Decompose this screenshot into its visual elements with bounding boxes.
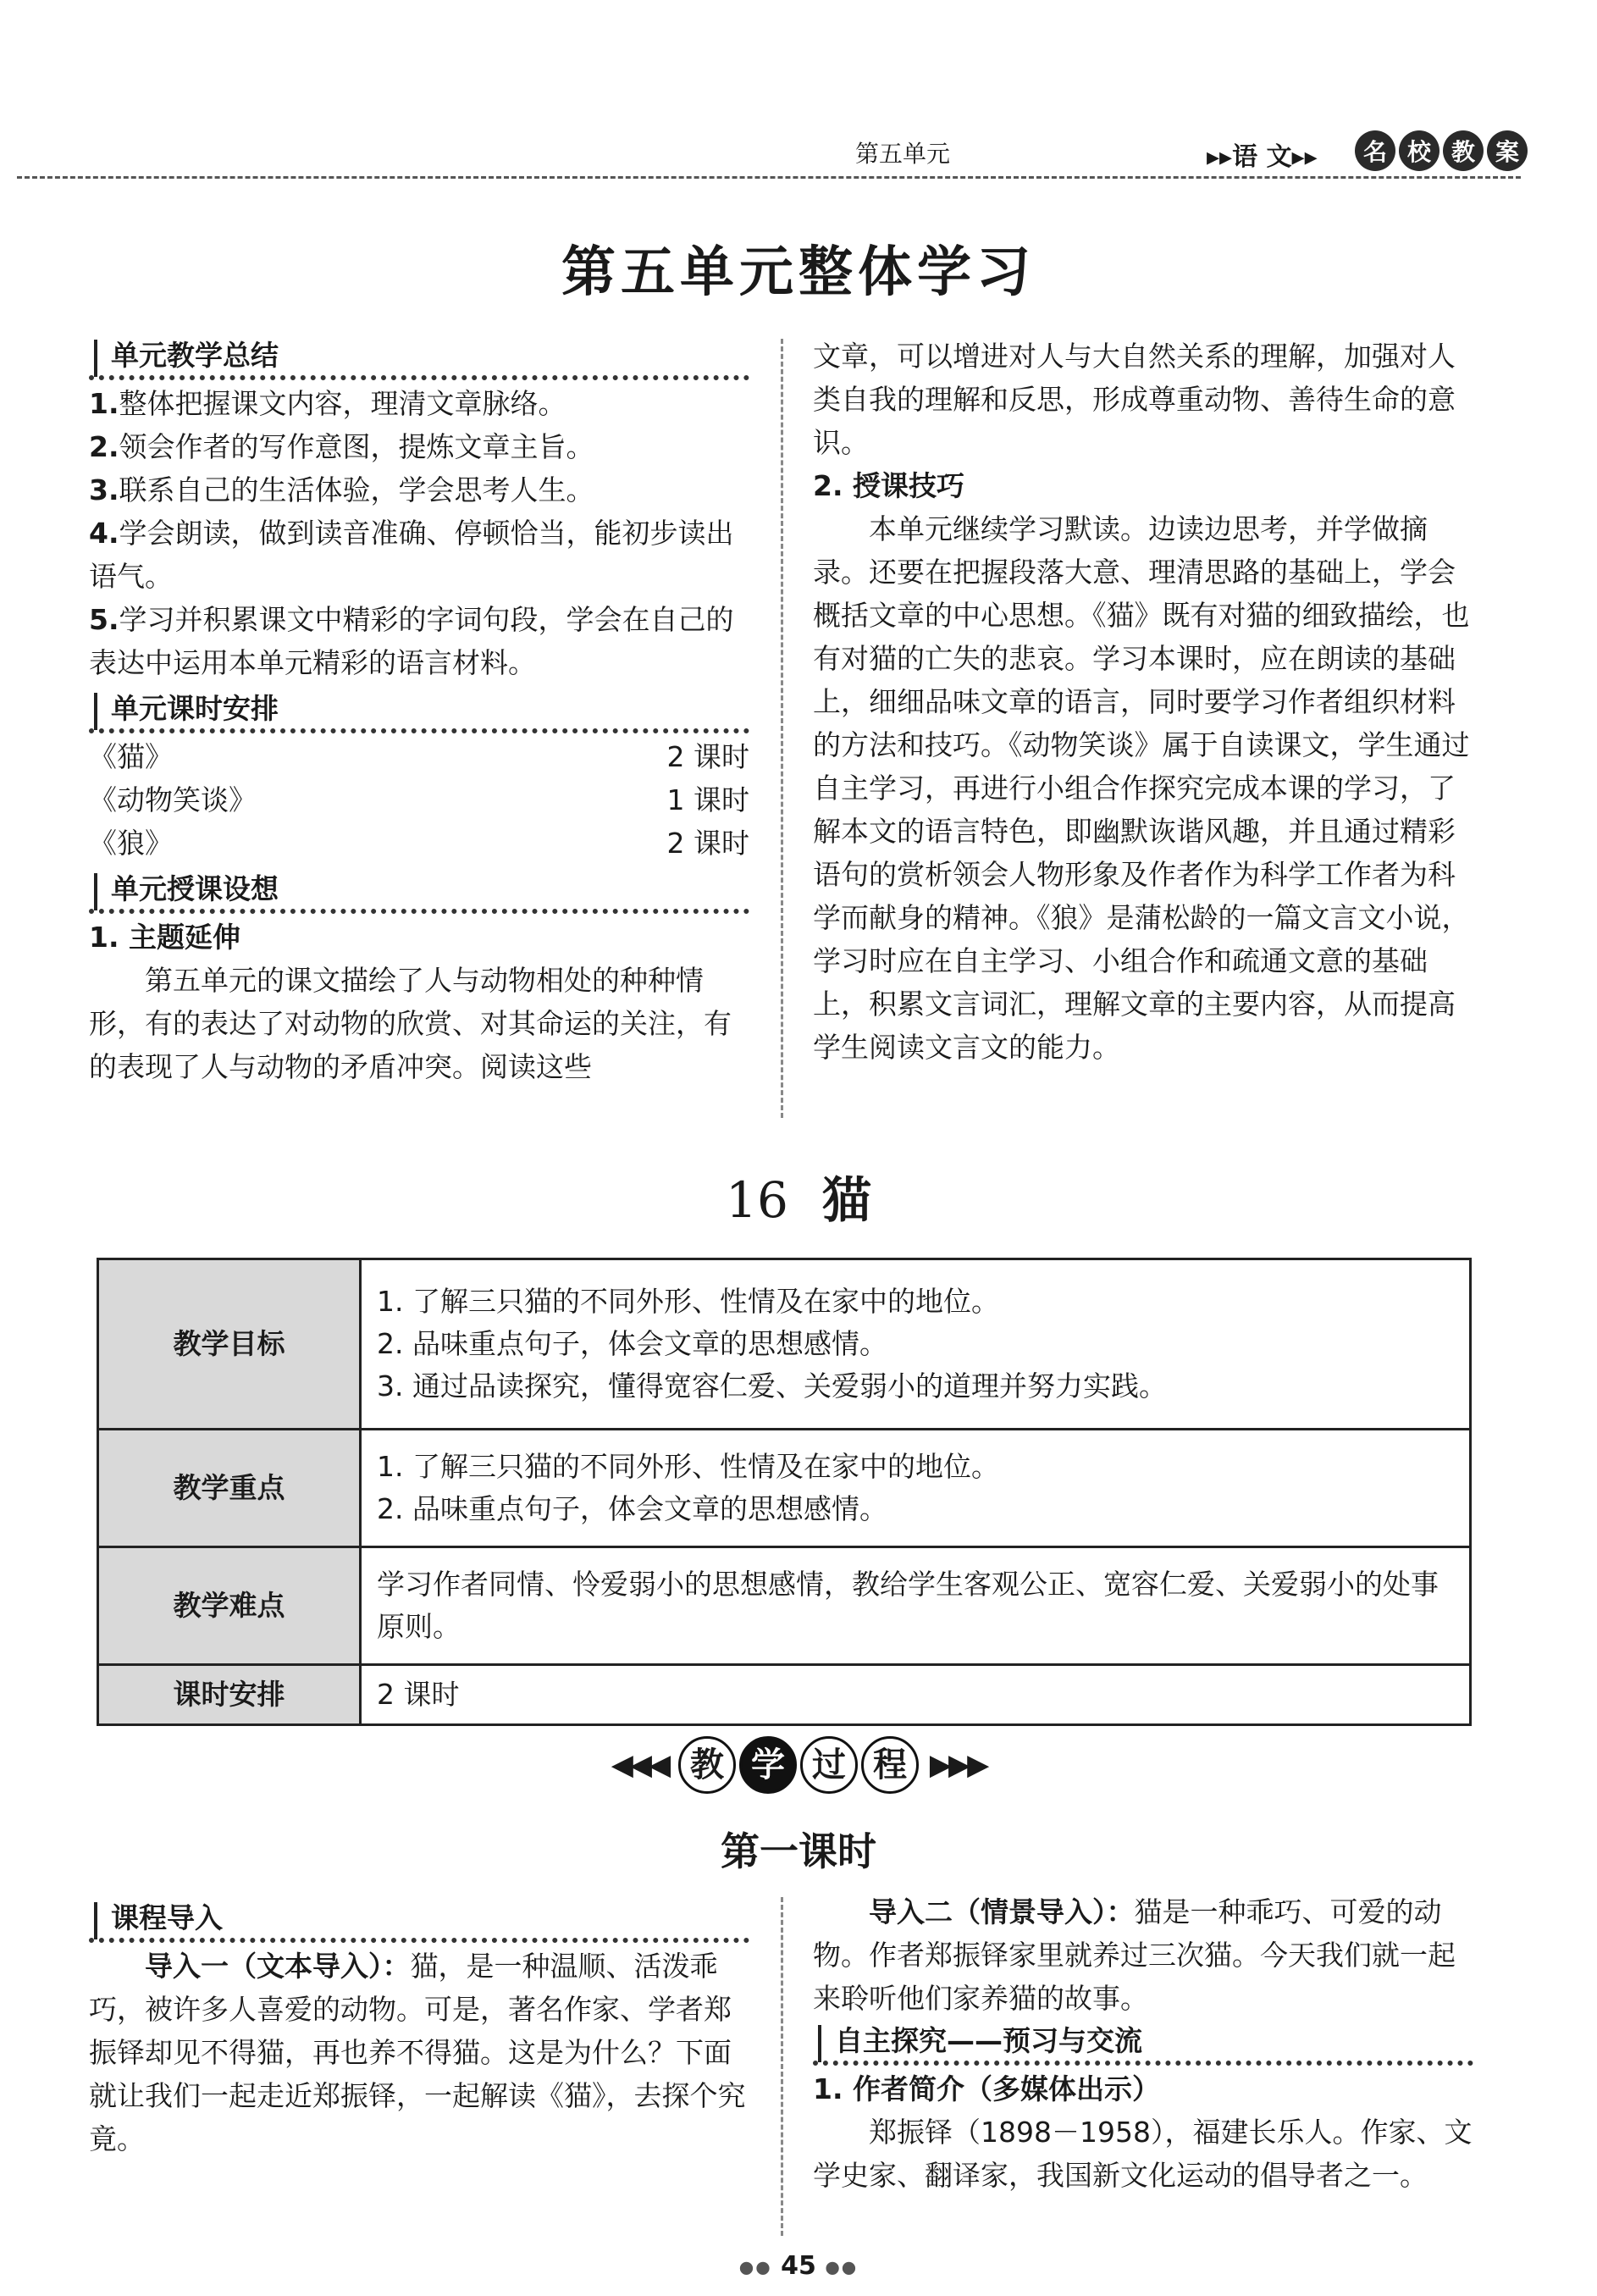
section-heading-summary: 单元教学总结 <box>89 335 749 382</box>
table-row <box>98 1430 1471 1547</box>
section-heading-design: 单元授课设想 <box>89 868 749 916</box>
section-heading-explore: 自主探究——预习与交流 <box>813 2020 1473 2067</box>
design-paragraph: 文章，可以增进对人与大自然关系的理解，加强对人类自我的理解和反思，形成尊重动物、善待生命的意识。 <box>813 340 1456 459</box>
dots-icon: ●● <box>825 2256 859 2277</box>
page-number: ●● 45 ●● <box>738 2251 859 2281</box>
summary-item: 1.整体把握课文内容，理清文章脉络。 <box>89 387 566 420</box>
table-value: 2 课时 <box>361 1665 1471 1725</box>
banner-char: 教 <box>678 1736 736 1794</box>
lesson-number: 16 <box>726 1171 788 1229</box>
intro-paragraph: 导入一（文本导入）：猫，是一种温顺、活泼乖巧，被许多人喜爱的动物。可是，著名作家、学者郑振铎却见不得猫，再也养不得猫。这是为什么？下面就让我们一起走近郑振铎，一起解读《猫》，去探个究竟。 <box>89 1950 746 2155</box>
header-badge <box>1355 130 1528 171</box>
design-paragraph: 第五单元的课文描绘了人与动物相处的种种情形，有的表达了对动物的欣赏、对其命运的关注，有的表现了人与动物的矛盾冲突。阅读这些 <box>89 964 732 1083</box>
table-value: 1. 了解三只猫的不同外形、性情及在家中的地位。 2. 品味重点句子，体会文章的思想感情。 3. 通过品读探究，懂得宽容仁爱、关爱弱小的道理并努力实践。 <box>361 1259 1471 1430</box>
table-label: 教学目标 <box>98 1259 361 1430</box>
table-row <box>98 1259 1471 1430</box>
column-divider <box>781 1897 783 2236</box>
banner-char: 过 <box>800 1736 858 1794</box>
left-column <box>89 335 749 1088</box>
intro-column <box>89 1897 749 2160</box>
schedule-row: 《动物笑谈》 1 课时 <box>89 783 749 816</box>
process-banner <box>0 1736 1597 1794</box>
explore-column <box>813 1890 1473 2197</box>
badge-char: 案 <box>1487 130 1528 171</box>
header-divider <box>17 176 1521 179</box>
summary-item: 3.联系自己的生活体验，学会思考人生。 <box>89 473 594 506</box>
banner-char: 程 <box>861 1736 919 1794</box>
table-value: 1. 了解三只猫的不同外形、性情及在家中的地位。 2. 品味重点句子，体会文章的思想感情。 <box>361 1430 1471 1547</box>
arrow-left-icon: ◀◀◀ <box>611 1748 668 1782</box>
table-value: 学习作者同情、怜爱弱小的思想感情，教给学生客观公正、宽容仁爱、关爱弱小的处事原则。 <box>361 1547 1471 1665</box>
section-heading-schedule: 单元课时安排 <box>89 688 749 735</box>
arrow-right-icon: ▶▶▶ <box>929 1748 986 1782</box>
table-row <box>98 1665 1471 1725</box>
table-label: 课时安排 <box>98 1665 361 1725</box>
header-unit-label: 第五单元 <box>855 140 951 168</box>
dots-icon: ●● <box>738 2256 772 2277</box>
header-subject: ▸▸语 文▸▸ <box>1207 142 1318 172</box>
intro-paragraph: 导入二（情景导入）：猫是一种乖巧、可爱的动物。作者郑振铎家里就养过三次猫。今天我们就一起来聆听他们家养猫的故事。 <box>813 1895 1456 2015</box>
summary-item: 4.学会朗读，做到读音准确、停顿恰当，能初步读出语气。 <box>89 517 734 593</box>
design-subheading: 1. 主题延伸 <box>89 921 240 954</box>
explore-subheading: 1. 作者简介（多媒体出示） <box>813 2072 1160 2105</box>
summary-item: 5.学习并积累课文中精彩的字词句段，学会在自己的表达中运用本单元精彩的语言材料。 <box>89 603 734 679</box>
lesson-name: 猫 <box>821 1171 871 1229</box>
design-paragraph: 本单元继续学习默读。边读边思考，并学做摘录。还要在把握段落大意、理清思路的基础上，学会概括文章的中心思想。《猫》既有对猫的细致描绘，也有对猫的亡失的悲哀。学习本课时，应在朗读的基础上，细细品味文章的语言，同时要学习作者组织材料的方法和技巧。《动物笑谈》属于自读课文，学生通过自主学习，再进行小组合作探究完成本课的学习，了解本文的语言特色，即幽默诙谐风趣，并且通过精彩语句的赏析领会人物形象及作者作为科学工作者为科学而献身的精神。《狼》是蒲松龄的一篇文言文小说，学习时应在自主学习、小组合作和疏通文意的基础上，积累文言词汇，理解文章的主要内容，从而提高学生阅读文言文的能力。 <box>813 512 1470 1064</box>
schedule-row: 《狼》 2 课时 <box>89 827 749 860</box>
design-subheading: 2. 授课技巧 <box>813 469 964 502</box>
banner-char: 学 <box>739 1736 797 1794</box>
table-row <box>98 1547 1471 1665</box>
section-heading-intro: 课程导入 <box>89 1897 749 1945</box>
right-column <box>813 335 1473 1069</box>
table-label: 教学重点 <box>98 1430 361 1547</box>
schedule-row: 《猫》 2 课时 <box>89 740 749 773</box>
lesson-title <box>0 1160 1597 1231</box>
badge-char: 教 <box>1443 130 1484 171</box>
goals-table <box>97 1258 1472 1726</box>
summary-item: 2.领会作者的写作意图，提炼文章主旨。 <box>89 430 594 463</box>
explore-paragraph: 郑振铎（1898－1958），福建长乐人。作家、文学史家、翻译家，我国新文化运动的倡导者之一。 <box>813 2116 1473 2192</box>
badge-char: 名 <box>1355 130 1395 171</box>
table-label: 教学难点 <box>98 1547 361 1665</box>
period-title: 第一课时 <box>721 1829 876 1874</box>
page-title: 第五单元整体学习 <box>561 241 1036 304</box>
badge-char: 校 <box>1399 130 1440 171</box>
column-divider <box>781 339 783 1118</box>
